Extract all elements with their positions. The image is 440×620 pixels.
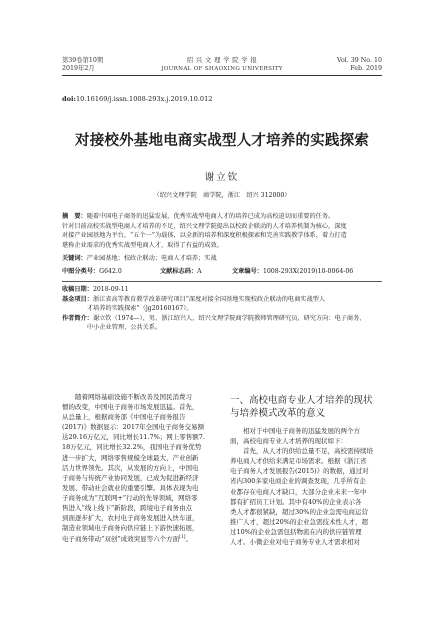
section-title-line: 高校电商专业人才培养的现状 [249,395,373,406]
body-line: 首先，从人才的供给总量不足，高校需持续培 [243,447,373,456]
abstract [62,212,382,250]
abstract-line: 对接产业园基地为平台，“五个一”为载体，以全新的培养和深度积极探索和完善实践教学体系，着力打造 [62,232,347,240]
body-line: 到面逐步扩大，农村电子商务发展进入快车道， [62,514,199,523]
article-number: 文章编号：1008-293X(2019)10-0064-06 [232,268,354,275]
body-line: 面，高校电商专业人才培养的现状如下： [230,437,347,446]
paper-title: 对接校外基地电商实战型人才培养的实践探索 [75,132,369,149]
section-title-line: 与培养模式改革的意义 [230,408,326,419]
body-line: 养电商人才供给来满足市场需求。根据《浙江省 [230,457,367,466]
classification-row [62,266,382,275]
body-line: 达29.16万亿元，同比增长11.7%；网上零售额7. [62,433,205,442]
body-line: 惯的改变，中国电子商务市场发展迅猛。首先， [62,403,199,412]
citation-ref: [1] [179,535,186,541]
body-line: 从总量上，根据商务部《中国电子商务报告 [62,413,186,422]
body-line: 省内300多家电商企业的调查发现，几乎所有企 [230,477,366,486]
body-line: 过10%的企业急需包括物流在内的供应链管理 [230,527,362,536]
doi [62,95,213,103]
right-column [230,426,382,547]
section-number: 一、 [230,395,250,406]
body-line: 业都存在电商人才缺口，大部分企业未来一年中 [230,487,367,496]
doc-code: 文献标志码：A [160,268,202,275]
fund-line: 基金项目：浙江省高等教育教学改革研究项目“深度对接全国基地实现校政企联动的电商实战型人 [62,295,326,303]
bio-line: 作者简介：谢立钦（1974—），男，浙江绍兴人，绍兴文理学院商学院教师管理研究员，研究方向：电子商务、 [62,314,366,322]
bio-line: 中小企业管理、公共关系。 [87,324,162,332]
body-line: 类人才都很紧缺，超过30%的企业急需电商运营 [230,507,368,516]
body-line: 制造业领域电子商务向供应链上下游快速拓展， [62,524,199,533]
body-line: 18万亿元，同比增长32.2%，我国电子商务优势 [62,443,202,452]
doi-value: 10.16169/j.issn.1008-293x.j.2019.10.012 [75,95,213,103]
body-line: 电子商务人才发展报告(2015)》的数据，通过对 [230,467,369,476]
body-line: 都有扩招员工计划。其中有40%的企业表示各 [230,497,362,506]
body-line: 活力世界领先。其次，从发展的方向上，中国电 [62,463,199,472]
body-line: 进一步扩大，网络零售规模全球最大、产业创新 [62,453,199,462]
clc-number: 中图分类号：G642.0 [62,268,122,275]
body-line: 发展、带动社会就业的重要引擎。具体表现为电 [62,483,199,492]
abstract-line: 堪称企业需求的优秀实战型电商人才，取得了有益的成效。 [62,241,223,249]
body-line: (2017)》数据显示：2017年全国电子商务交易额 [62,423,205,432]
abstract-divider [62,281,382,282]
body-line: 售进入“线上线下”新阶段，跨境电子商务由点 [62,504,193,513]
header-journal-en: JOURNAL OF SHAOXING UNIVERSITY [161,66,283,72]
header-rule [62,75,382,76]
body-line: 电子商务带动“双创”成效突显等六个方面[1]。 [62,535,193,544]
left-column [62,392,216,545]
abstract-line: 针对目前高校实战型电商人才培养的不足，绍兴文理学院提出以校政企联动的人才培养机制为核心，深度 [62,222,347,230]
article-notes [62,285,382,333]
keywords-text: 产业园基地；校政企联动；电商人才培养；实战 [86,255,217,262]
author-affiliation: （绍兴文理学院 商学院，浙江 绍兴 312000） [153,192,291,199]
body-line: 子商务成为“互联网+”行动的先导领域，网络零 [62,493,198,502]
fund-line: 才培养的实践探索”（jg20160167）。 [87,305,193,313]
abstract-label: 摘 要： [62,213,87,220]
abstract-line: 摘 要：随着中国电子商务的迅猛发展，优秀实战型电商人才的培养已成为高校迫切而重要的任务。 [62,213,335,220]
keywords [62,253,382,262]
section-heading [230,394,382,420]
header-date: 2019年2月 [62,65,95,72]
received-date: 收稿日期：2018-09-11 [62,286,129,293]
paper-author: 谢立钦 [204,172,240,183]
header-journal-cn: 绍 兴 文 理 学 院 学 报 [186,57,258,64]
header-volume: 第39卷第10期 [62,57,104,64]
header-volume-en: Vol. 39 No. 10 [337,57,382,64]
keywords-label: 关键词： [62,255,87,262]
body-line: 推广人才，超过20%的企业急需技术性人才，超 [230,517,368,526]
body-line: 随着网络基础设施不断改善及国民消费习 [75,393,192,401]
header-date-en: Feb. 2019 [350,65,382,72]
doi-label: doi: [62,95,76,103]
body-line: 子商务与传统产业协同发展，已成为促进新经济 [62,473,199,482]
body-line: 人才。小微企业对电子商务专业人才需求相对 [230,538,360,547]
body-line: 相对于中国电子商务的迅猛发展的两个方 [243,427,360,435]
